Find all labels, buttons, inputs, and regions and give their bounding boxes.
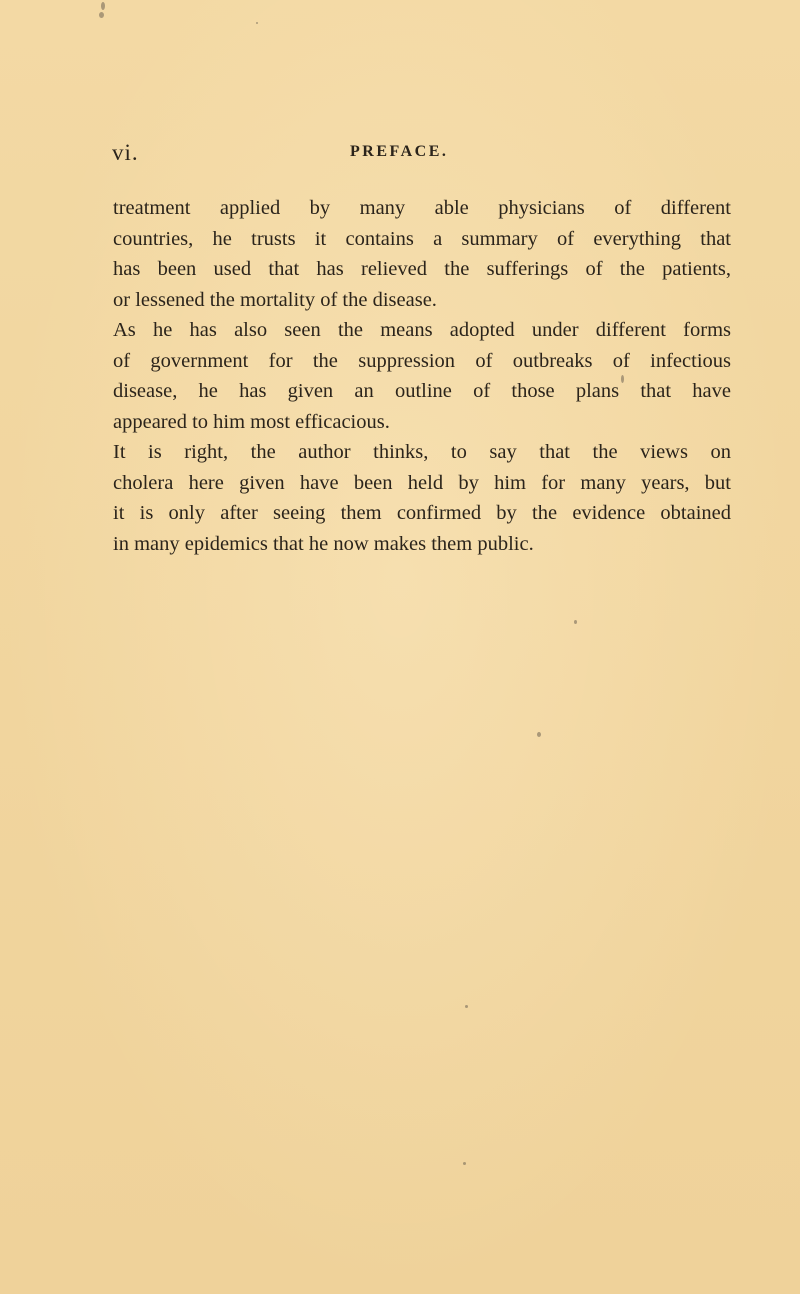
body-text (113, 193, 731, 559)
paper-speck (463, 1162, 466, 1165)
text-line: disease, he has given an outline of those plans that have (113, 380, 731, 402)
paper-speck (574, 620, 577, 624)
paper-speck (256, 22, 258, 24)
text-line: It is right, the author thinks, to say that the views on (113, 441, 731, 463)
paper-speck (537, 732, 541, 737)
text-line: in many epidemics that he now makes them public. (113, 532, 534, 555)
text-line: cholera here given have been held by him for many years, but (113, 471, 731, 494)
running-head: PREFACE. (350, 143, 449, 160)
page-number: vi. (112, 140, 139, 165)
text-line: appeared to him most efficacious. (113, 410, 390, 433)
text-line: or lessened the mortality of the disease. (113, 288, 437, 311)
text-line: treatment applied by many able physicians of different (113, 197, 731, 219)
text-line: it is only after seeing them confirmed by the evidence obtained (113, 502, 731, 524)
paper-speck (99, 12, 104, 18)
text-line: of government for the suppression of outbreaks of infectious (113, 349, 731, 372)
text-line: As he has also seen the means adopted under different forms (113, 319, 731, 341)
page-header (112, 140, 732, 170)
paper-speck (101, 2, 105, 10)
text-line: has been used that has relieved the sufferings of the patients, (113, 258, 731, 280)
paper-speck (465, 1005, 468, 1008)
text-line: countries, he trusts it contains a summary of everything that (113, 227, 731, 250)
